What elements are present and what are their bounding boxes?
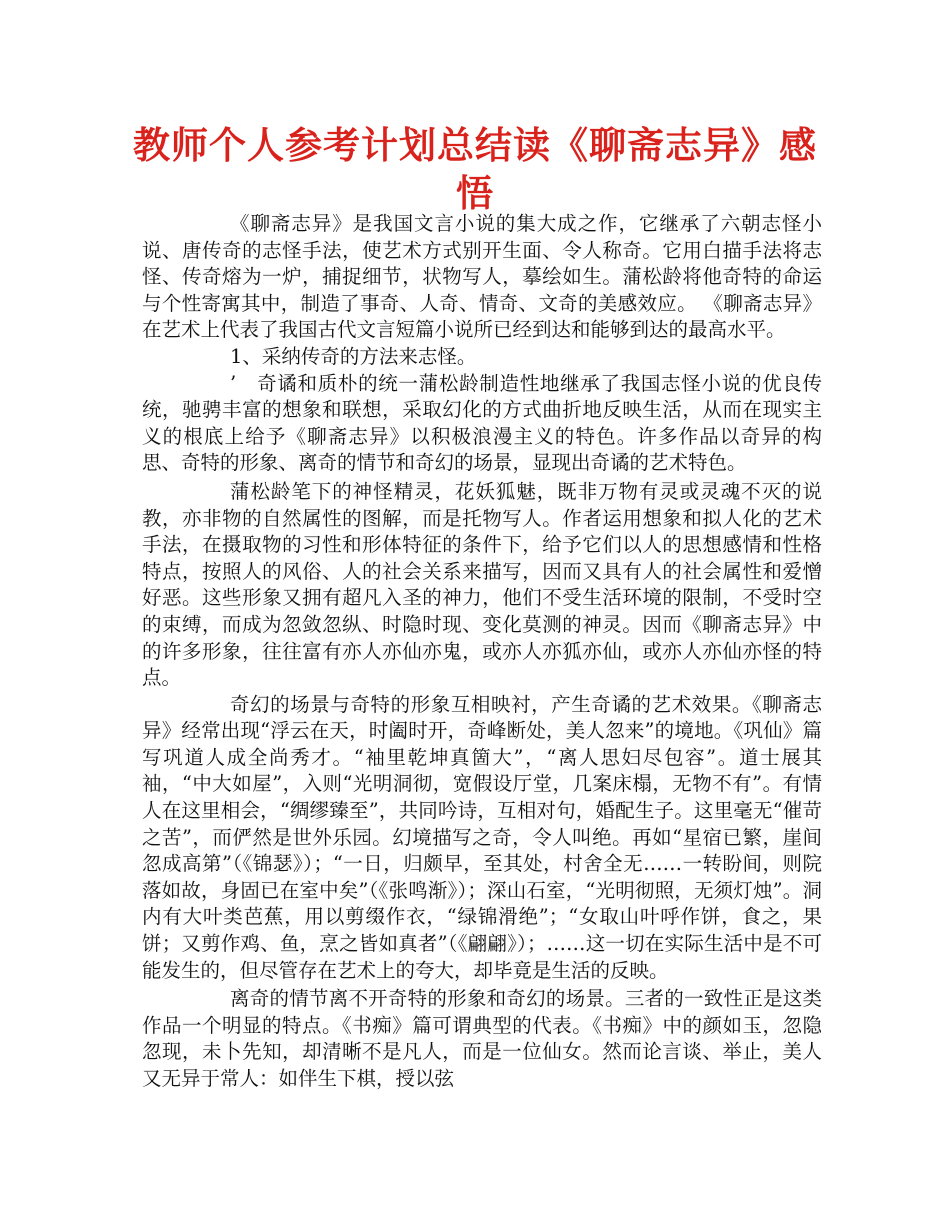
paragraph-characters: 蒲松龄笔下的神怪精灵，花妖狐魅，既非万物有灵或灵魂不灭的说教，亦非物的自然属性的图解，而是托物写人。作者运用想象和拟人化的艺术手法，在摄取物的习性和形体特征的条件下，给予它们以人的思想感情和性格特点，按照人的风俗、人的社会关系来描写，因而又具有人的社会属性和爱憎好恶。这些形象又拥有超凡入圣的神力，他们不受生活环境的限制，不受时空的束缚，而成为忽敛忽纵、时隐时现、变化莫测的神灵。因而《聊斋志异》中的许多形象，往往富有亦人亦仙亦鬼，或亦人亦狐亦仙，或亦人亦仙亦怪的特点。 — [142, 479, 822, 690]
section-heading: 1、采纳传奇的方法来志怪。 — [230, 344, 477, 368]
paragraph-intro: 《聊斋志异》是我国文言小说的集大成之作，它继承了六朝志怪小说、唐传奇的志怪手法，使艺术方式别开生面、令人称奇。它用白描手法将志怪、传奇熔为一炉，捕捉细节，状物写人，摹绘如生。蒲松龄将他奇特的命运与个性寄寓其中，制造了事奇、人奇、情奇、文奇的美感效应。 《聊斋志异》在艺术上代表了我国古代文言短篇小说所已经到达和能够到达的最高水平。 — [142, 212, 822, 342]
paragraph-style: ’ 奇谲和质朴的统一蒲松龄制造性地继承了我国志怪小说的优良传统，驰骋丰富的想象和联想，采取幻化的方式曲折地反映生活，从而在现实主义的根底上给予《聊斋志异》以积极浪漫主义的特色。许多作品以奇异的构思、奇特的形象、离奇的情节和奇幻的场景，显现出奇谲的艺术特色。 — [142, 371, 822, 475]
paragraph-plot: 离奇的情节离不开奇特的形象和奇幻的场景。三者的一致性正是这类作品一个明显的特点。《书痴》篇可谓典型的代表。《书痴》中的颜如玉，忽隐忽现，未卜先知，却清晰不是凡人，而是一位仙女。然而论言谈、举止，美人又无异于常人：如伴生下棋，授以弦 — [142, 987, 822, 1090]
document-body — [142, 211, 822, 1093]
document-title: 教师个人参考计划总结读《聊斋志异》感悟 — [133, 124, 817, 215]
paragraph-scenes: 奇幻的场景与奇特的形象互相映衬，产生奇谲的艺术效果。《聊斋志异》经常出现“浮云在天，时阖时开，奇峰断处，美人忽来”的境地。《巩仙》篇写巩道人成全尚秀才。“袖里乾坤真箇大”，“离人思妇尽包容”。道士展其袖，“中大如屋”，入则“光明洞彻，宽假设厅堂，几案床榻，无物不有”。有情人在这里相会，“绸缪臻至”，共同吟诗，互相对句，婚配生子。这里毫无“催苛之苦”，而俨然是世外乐园。幻境描写之奇，令人叫绝。再如“星宿已繁，崖间忽成高第”（《锦瑟》）；“一日，归颇早，至其处，村舍全无……一转盼间，则院落如故，身固已在室中矣”（《张鸣渐》）；深山石室，“光明彻照，无须灯烛”。洞内有大叶类芭蕉，用以剪缀作衣，“绿锦滑绝”；“女取山叶呼作饼，食之，果饼；又剪作鸡、鱼，烹之皆如真者”（《翩翩》）；……这一切在实际生活中是不可能发生的，但尽管存在艺术上的夸大，却毕竟是生活的反映。 — [142, 692, 822, 982]
